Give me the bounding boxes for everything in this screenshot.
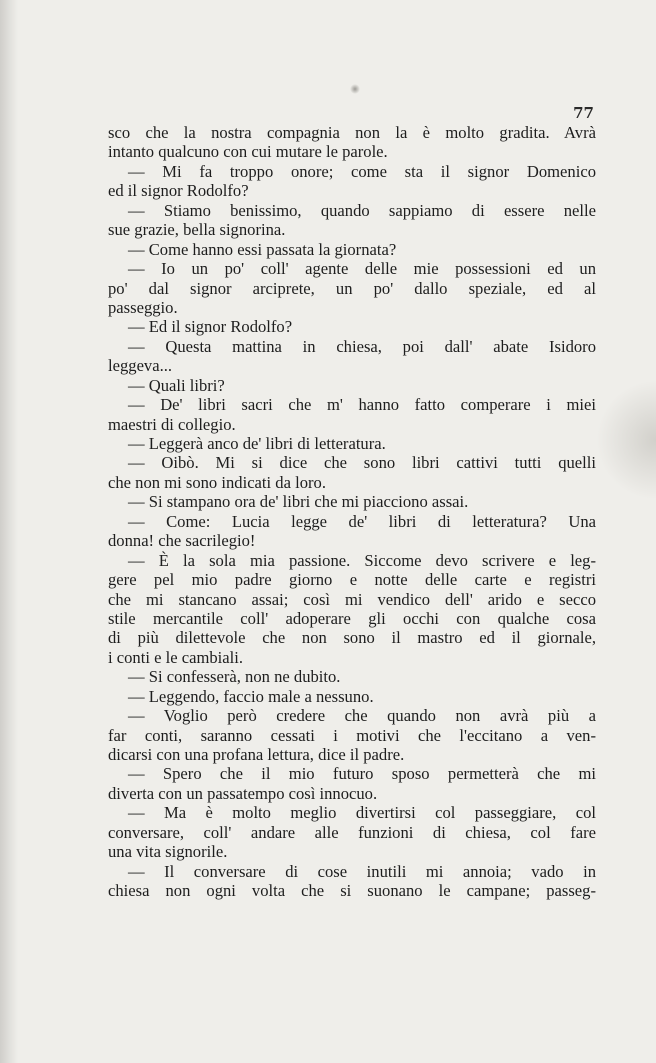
text-line: dicarsi con una profana lettura, dice il padre. [108, 745, 405, 764]
text-line: una vita signorile. [108, 842, 228, 862]
paper-stain [596, 380, 656, 500]
text-line: — È la sola mia passione. Siccome devo scrivere e leg- [128, 550, 596, 570]
page-number: 77 [573, 104, 594, 122]
ink-speck [350, 84, 360, 94]
text-line: — Leggerà anco de' libri di letteratura. [128, 434, 386, 453]
text-line: i conti e le cambiali. [108, 647, 244, 667]
text-line: sco che la nostra compagnia non la è molto gradita. Avrà [108, 123, 596, 142]
text-line: ed il signor Rodolfo? [108, 181, 249, 201]
text-line: far conti, saranno cessati i motivi che l'eccitano a ven- [108, 725, 596, 745]
text-line: che mi stancano assai; così mi vendico dell' arido e secco [108, 589, 596, 609]
text-line: — Leggendo, faccio male a nessuno. [128, 686, 374, 706]
text-line: — Si confesserà, non ne dubito. [128, 667, 341, 687]
text-line: — Spero che il mio futuro sposo permetterà che mi [128, 764, 596, 784]
text-line: leggeva... [108, 356, 173, 376]
text-line: — Si stampano ora de' libri che mi piacciono assai. [128, 492, 469, 512]
text-line: po' dal signor arciprete, un po' dallo speziale, ed al [108, 278, 596, 298]
text-line: — Mi fa troppo onore; come sta il signor Domenico [128, 161, 596, 181]
text-line: che non mi sono indicati da loro. [108, 472, 326, 492]
text-line: — Ma è molto meglio divertirsi col passeggiare, col [128, 803, 596, 823]
text-line: — Io un po' coll' agente delle mie possessioni ed un [128, 259, 596, 279]
text-line: — Come: Lucia legge de' libri di letteratura? Una [128, 511, 596, 531]
text-line: — Come hanno essi passata la giornata? [128, 239, 397, 259]
text-line: donna! che sacrilegio! [108, 531, 256, 551]
body-text [108, 123, 596, 901]
text-line: — Stiamo benissimo, quando sappiamo di essere nelle [128, 200, 596, 220]
text-line: passeggio. [108, 297, 178, 317]
text-line: conversare, coll' andare alle funzioni di chiesa, col fare [108, 822, 596, 842]
text-line: — Oibò. Mi si dice che sono libri cattivi tutti quelli [128, 453, 596, 473]
text-line: chiesa non ogni volta che si suonano le campane; passeg- [108, 881, 596, 901]
text-line: — Il conversare di cose inutili mi annoia; vado in [128, 861, 596, 881]
text-line: gere pel mio padre giorno e notte delle carte e registri [108, 570, 596, 590]
text-line: intanto qualcuno con cui mutare le parole. [108, 142, 388, 162]
text-line: — Ed il signor Rodolfo? [128, 317, 293, 337]
text-line: — Questa mattina in chiesa, poi dall' abate Isidoro [128, 336, 596, 356]
text-line: diverta con un passatempo così innocuo. [108, 783, 378, 803]
text-line: — Quali libri? [128, 375, 225, 395]
text-line: — Voglio però credere che quando non avrà più a [128, 706, 596, 726]
text-line: maestri di collegio. [108, 414, 236, 434]
text-line: — De' libri sacri che m' hanno fatto comperare i miei [128, 395, 596, 415]
text-line: di più dilettevole che non sono il mastro ed il giornale, [108, 628, 596, 648]
text-line: sue grazie, bella signorina. [108, 220, 286, 240]
page-binding-edge [0, 0, 18, 1063]
text-line: stile mercantile coll' adoperare gli occhi con qualche cosa [108, 608, 596, 628]
